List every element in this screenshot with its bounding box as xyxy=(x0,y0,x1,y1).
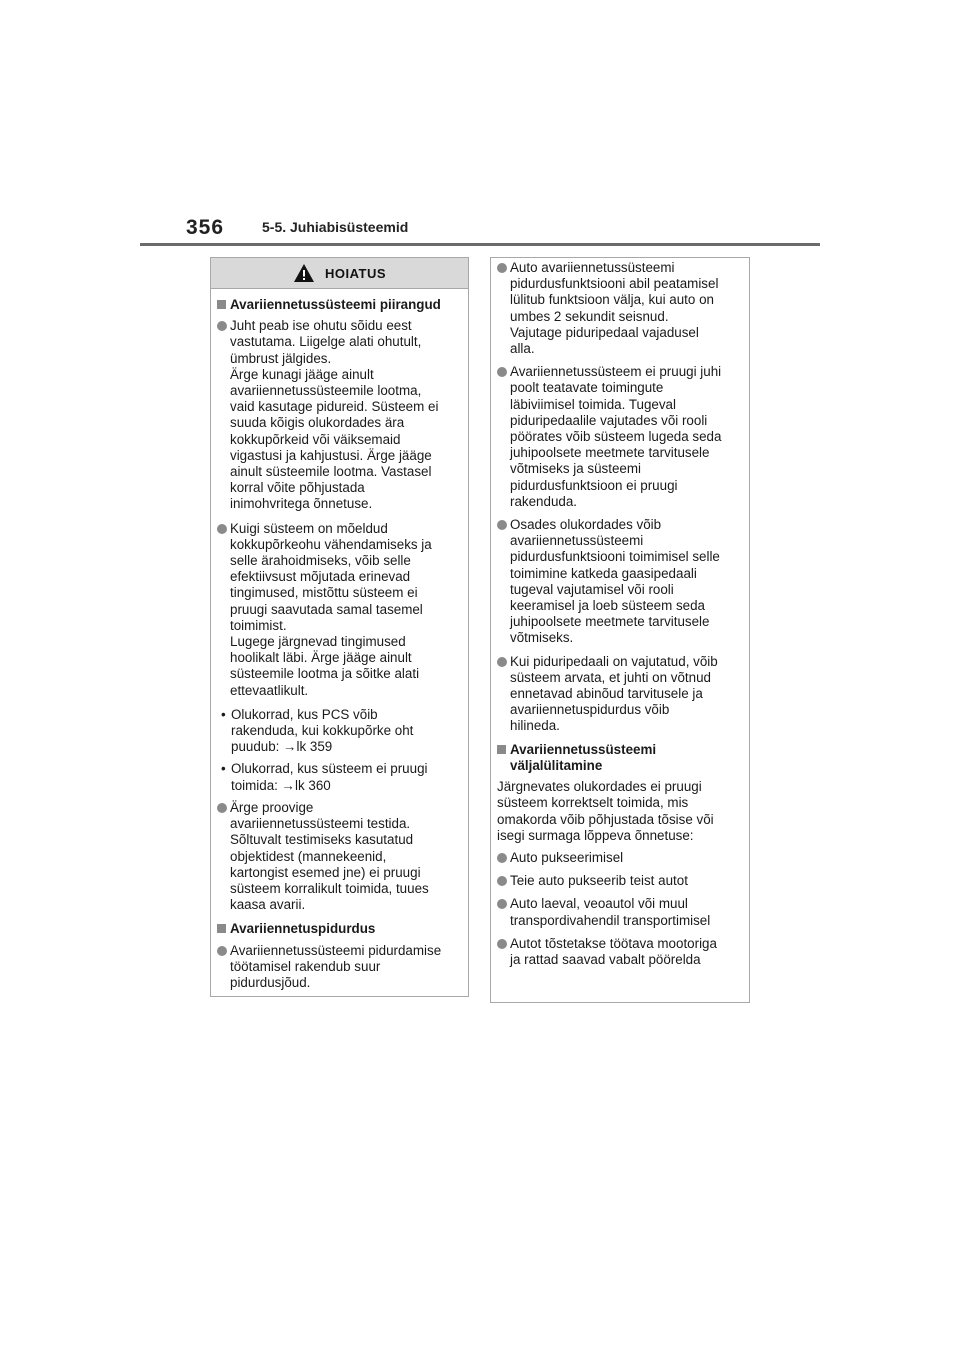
section-title: 5-5. Juhiabisüsteemid xyxy=(262,219,409,235)
warning-content-continued xyxy=(491,258,749,981)
list-item-text: Avariiennetussüsteemi pidurdamise töötamisel rakendub suur pidurdusjõud. xyxy=(230,942,442,990)
list-item xyxy=(497,260,741,357)
warning-box-continued xyxy=(490,257,750,1003)
list-item-text: Avariiennetussüsteem ei pruugi juhi poolt teatavate toimingute läbiviimisel toimida. Tugeval piduripedaalile vajutades või rooli pöörates võib süsteem lugeda seda juhipoolsete meetmete tarvitusele võtmiseks ja süsteemi pidurdusfunktsioon ei pruugi rakenduda. xyxy=(510,364,722,509)
subsection-heading xyxy=(217,921,460,937)
subsection-heading-text: Avariiennetussüsteemi piirangud xyxy=(230,297,441,312)
round-bullet-icon xyxy=(217,321,227,331)
square-bullet-icon xyxy=(217,300,226,309)
warning-title: HOIATUS xyxy=(324,265,387,281)
sub-list-item xyxy=(217,761,460,793)
list-item-text: Auto pukseerimisel xyxy=(510,849,624,865)
page-header xyxy=(140,212,820,248)
list-item xyxy=(497,873,741,889)
round-bullet-icon xyxy=(497,876,507,886)
sub-list-item xyxy=(217,707,460,756)
header-divider xyxy=(140,243,820,246)
list-item-text: Kuigi süsteem on mõeldud kokkupõrkeohu vähendamiseks ja selle ärahoidmiseks, võib selle efektiivsust mõjutada erinevad tingimused, mistõttu süsteem ei pruugi saavutada samal tasemel toimimist. Lugege järgnevad tingimused hoolikalt läbi. Ärge jääge ainult süsteemile lootma ja sõitke alati ettevaatlikult. xyxy=(230,520,432,698)
list-item-text: Auto laeval, veoautol või muul transpordivahendil transportimisel xyxy=(510,896,711,928)
warning-content xyxy=(211,289,468,1005)
list-item xyxy=(217,943,460,992)
list-item-text: Ärge proovige avariiennetussüsteemi testida. Sõltuvalt testimiseks kasutatud objektidest (mannekeenid, kartongist esemed jne) ei pruugi süsteem korralikult toimida, tuues kaasa avarii. xyxy=(230,799,429,913)
paragraph xyxy=(497,779,741,844)
list-item xyxy=(497,364,741,510)
square-bullet-icon xyxy=(217,924,226,933)
round-bullet-icon xyxy=(497,939,507,949)
warning-header xyxy=(211,258,468,289)
list-item-text: Juht peab ise ohutu sõidu eest vastutama. Liigelge alati ohutult, ümbrust jälgides. Ärge kunagi jääge ainult avariiennetussüsteemile lootma, vaid kasutage pidureid. Süsteem ei suuda kõigis olukordades ära kokkupõrkeid või väiksemaid vigastusi ja kahjustusi. Ärge jääge ainult süsteemile lootma. Vastasel korral võite põhjustada inimohvritega õnnetuse. xyxy=(230,318,439,512)
square-bullet-icon xyxy=(497,745,506,754)
round-bullet-icon xyxy=(497,520,507,530)
round-bullet-icon xyxy=(217,524,227,534)
list-item-text: Autot tõstetakse töötava mootoriga ja rattad saavad vabalt pöörelda xyxy=(510,935,717,967)
warning-box xyxy=(210,257,469,997)
paragraph-text: Järgnevates olukordades ei pruugi süsteem korrektselt toimida, mis omakorda võib põhjustada tõsise või isegi surmaga lõppeva õnnetuse: xyxy=(497,779,714,843)
subsection-heading xyxy=(217,297,460,313)
list-item-text: Auto avariiennetussüsteemi pidurdusfunktsiooni abil peatamisel lülitub funktsioon välja, kui auto on umbes 2 sekundit seisnud. Vajutage piduripedaal vajadusel alla. xyxy=(510,260,719,357)
round-bullet-icon xyxy=(217,946,227,956)
list-item xyxy=(217,318,460,512)
round-bullet-icon xyxy=(497,899,507,909)
list-item-text: Teie auto pukseerib teist autot xyxy=(510,873,688,889)
list-item xyxy=(497,896,741,928)
round-bullet-icon xyxy=(497,657,507,667)
round-bullet-icon xyxy=(497,263,507,273)
list-item xyxy=(217,800,460,913)
list-item xyxy=(497,936,741,968)
list-item xyxy=(497,850,741,866)
round-bullet-icon xyxy=(217,803,227,813)
sub-list-item-text: Olukorrad, kus PCS võib rakenduda, kui kokkupõrke oht puudub: →lk 359 xyxy=(231,706,414,755)
small-bullet-icon: • xyxy=(221,761,226,777)
subsection-heading xyxy=(497,742,741,774)
small-bullet-icon: • xyxy=(221,706,226,722)
page-number: 356 xyxy=(186,216,225,239)
round-bullet-icon xyxy=(497,367,507,377)
list-item-text: Kui piduripedaali on vajutatud, võib süsteem arvata, et juhti on võtnud ennetavad abinõud tarvitusele ja avariiennetuspidurdus võib hilineda. xyxy=(510,653,718,734)
sub-list-item-text: Olukorrad, kus süsteem ei pruugi toimida: →lk 360 xyxy=(231,761,428,793)
round-bullet-icon xyxy=(497,853,507,863)
list-item xyxy=(497,654,741,735)
list-item xyxy=(217,521,460,699)
list-item xyxy=(497,517,741,647)
subsection-heading-text: Avariiennetuspidurdus xyxy=(230,921,376,937)
list-item-text: Osades olukordades võib avariiennetussüsteemi pidurdusfunktsiooni toimimisel selle toimimine katkeda gaasipedaali tugeval vajutamisel või rooli keeramisel ja loeb süsteem seda juhipoolsete meetmete tarvitusele võtmiseks. xyxy=(510,517,720,646)
warning-triangle-icon xyxy=(293,263,315,283)
subsection-heading-text: Avariiennetussüsteemi väljalülitamine xyxy=(510,741,657,773)
